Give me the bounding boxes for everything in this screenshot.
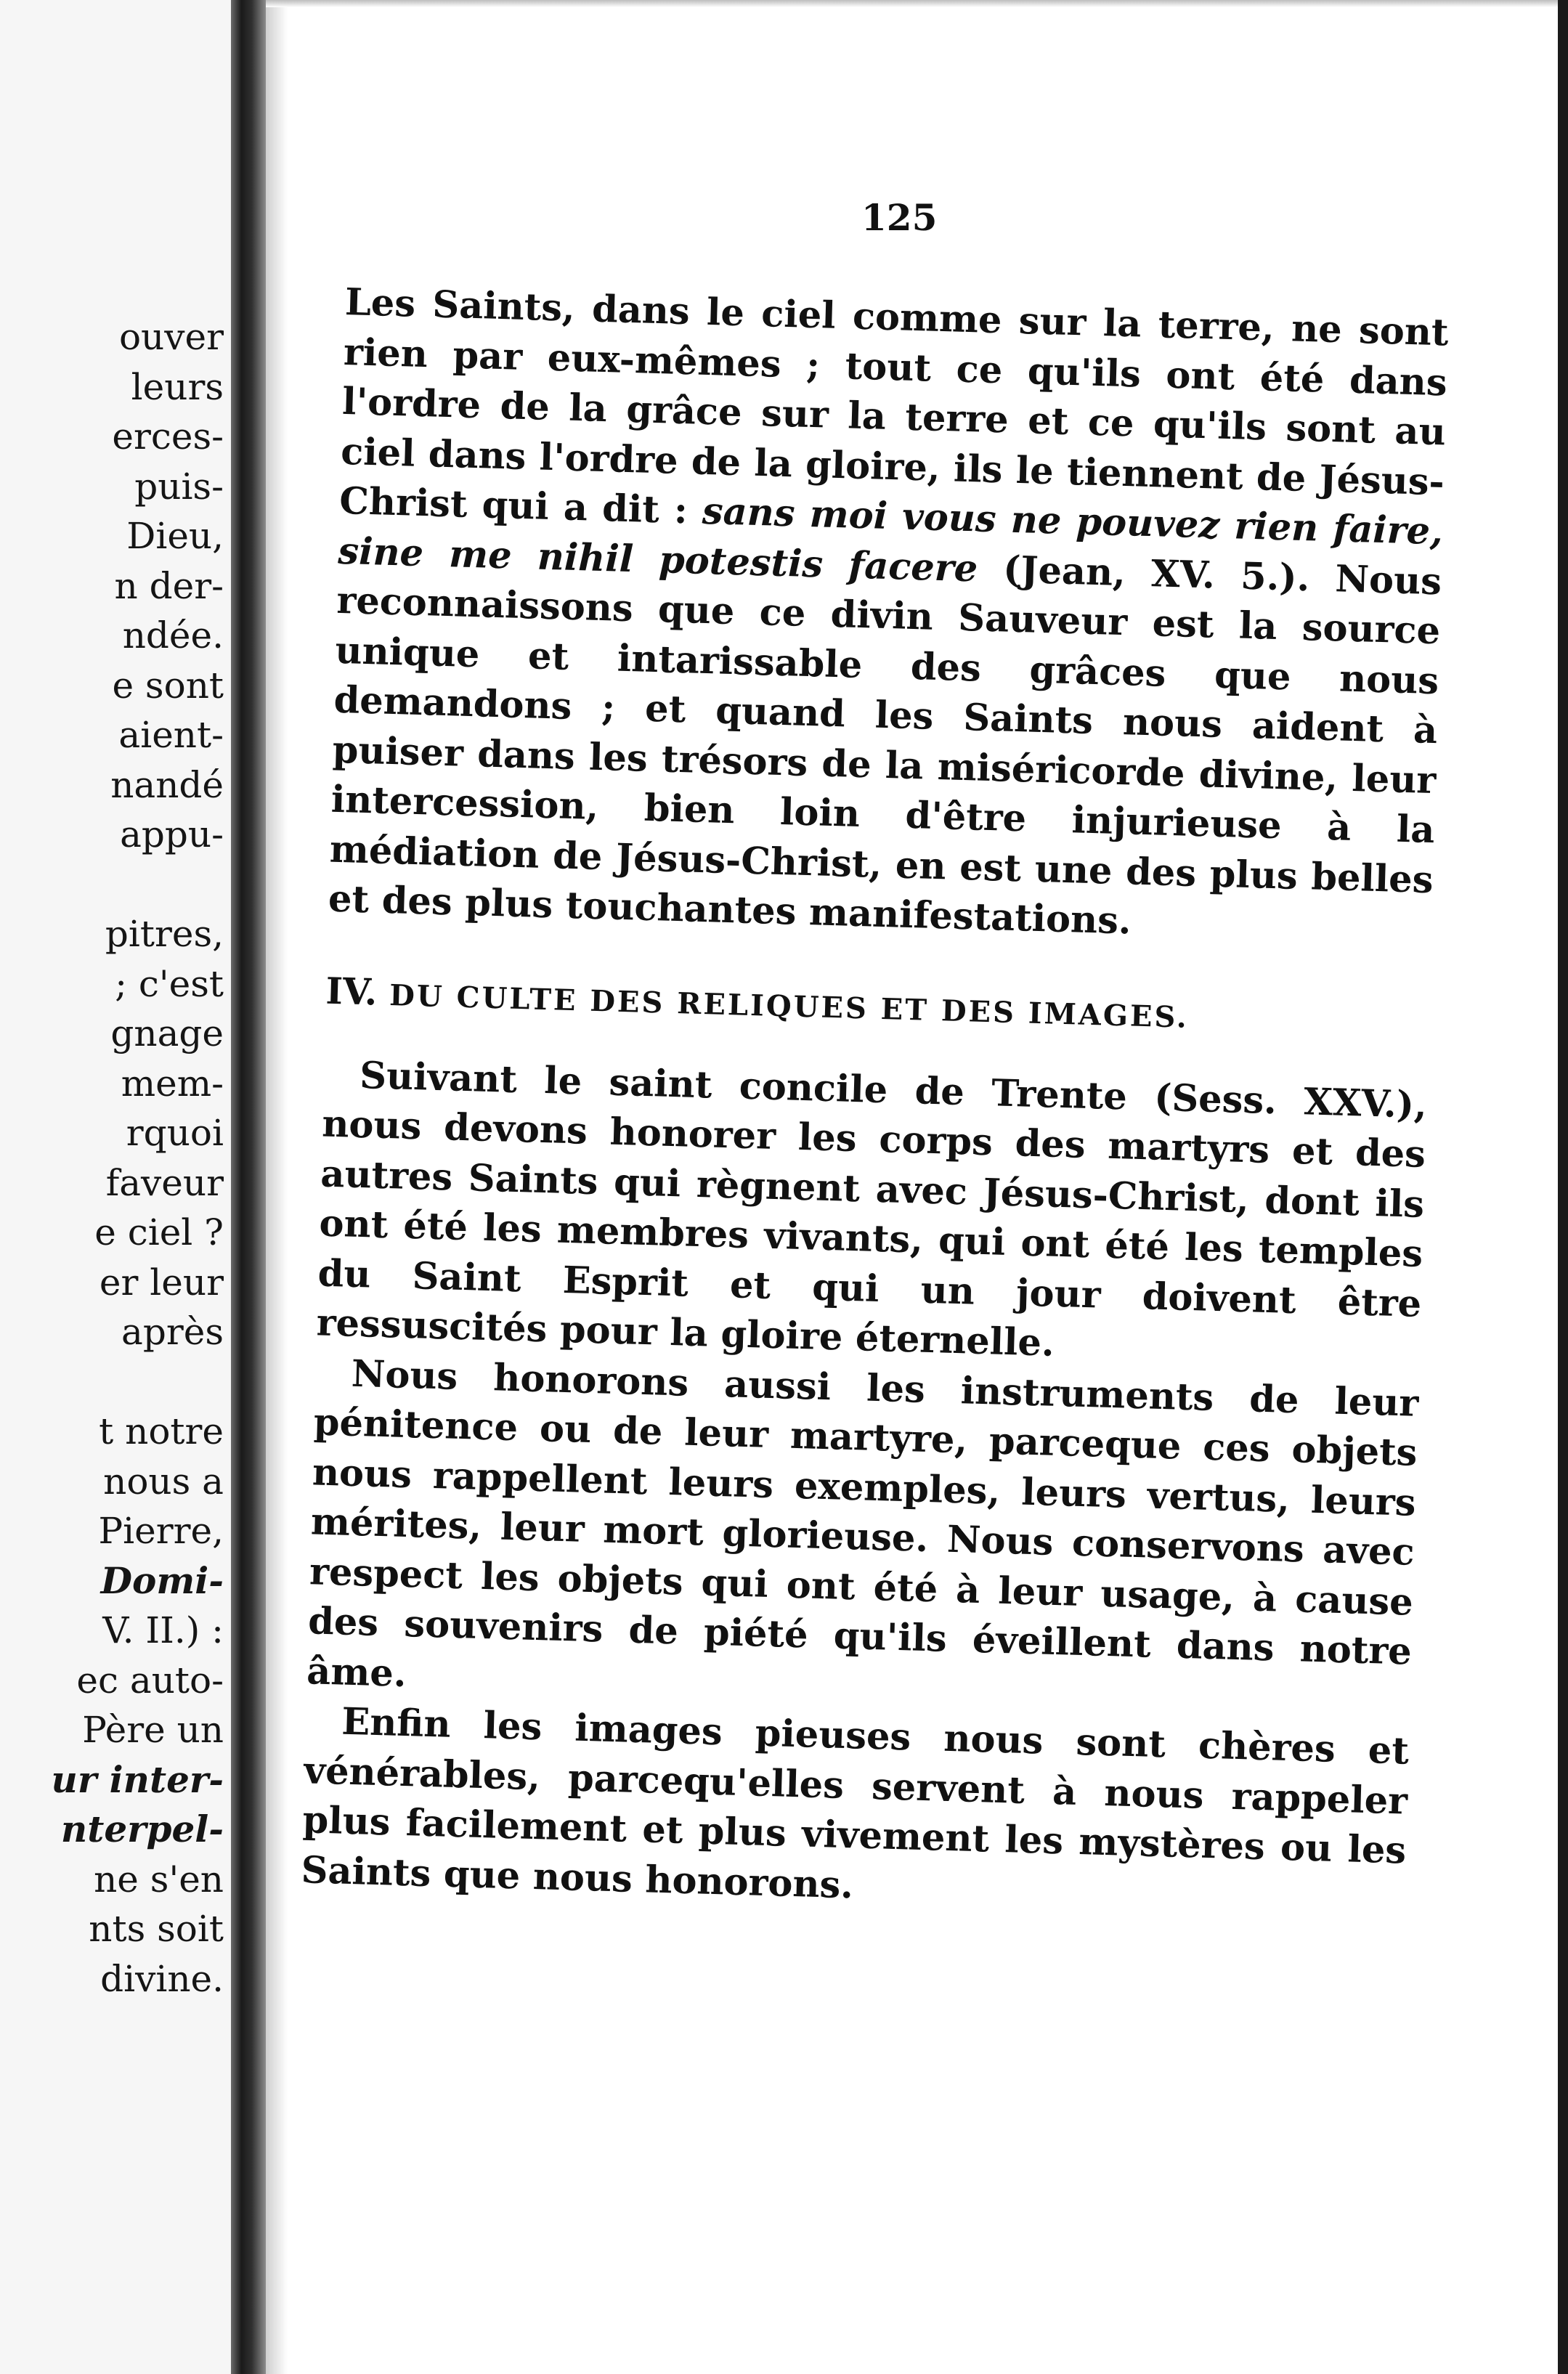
previous-page-line: rquoi [126,1112,224,1154]
current-page [288,0,1558,2374]
previous-page-line: pitres, [105,913,224,955]
previous-page-line: n der- [114,564,224,607]
previous-page [0,0,231,2374]
previous-page-line: faveur [105,1161,224,1204]
previous-page-line: er leur [99,1261,224,1304]
previous-page-line: ne s'en [94,1858,224,1901]
previous-page-line: Père un [82,1709,224,1751]
previous-page-text [0,312,224,2004]
scripture-quote: sans moi vous ne pouvez rien faire, sine me nihil potestis facere [337,489,1444,590]
previous-page-line: aient- [118,714,224,756]
paragraph-text: (Jean, XV. 5.). Nous reconnaissons que ce divin Sauveur est la source unique et intarissable des grâces que nous demandons ; et quand les Saints nous aident à puiser dans les trésors de la miséricorde divine, leur intercession, bien loin d'être injurieuse à la médiation de Jésus-Christ, en est une des plus belles et des plus touchantes manifestations. [328,546,1442,943]
previous-page-line: ndée. [122,614,224,656]
paragraph-saints-intercession [328,277,1449,955]
section-heading [325,969,1430,1042]
previous-page-line: ouver [118,316,224,358]
previous-page-line: ur inter- [51,1757,224,1801]
paragraph-instruments: Nous honorons aussi les instruments de leur pénitence ou de leur martyre, parceque ces objets nous rappellent leurs exemples, leurs vertus, leurs mérites, leur mort glorieuse. Nous conservons avec respect les objets qui ont été à leur usage, à cause des souvenirs de piété qu'ils éveillent dans notre âme. [306,1351,1420,1696]
previous-page-line: nts soit [89,1908,224,1950]
gutter-shadow [266,0,288,2374]
previous-page-line: gnage [110,1012,224,1054]
previous-page-line: ec auto- [76,1659,224,1702]
section-title: DU CULTE DES RELIQUES ET DES IMAGES. [389,977,1190,1035]
previous-page-line: appu- [120,813,224,855]
section-number: IV. [325,969,378,1014]
previous-page-line: e ciel ? [94,1211,224,1253]
previous-page-line: divine. [100,1957,224,2000]
previous-page-line: leurs [131,365,224,408]
page-number: 125 [861,196,938,239]
previous-page-line: Domi- [100,1558,224,1602]
page-body [301,277,1450,1926]
previous-page-line: Dieu, [126,515,224,557]
previous-page-line: nous a [103,1460,224,1503]
previous-page-line: mem- [121,1062,224,1105]
previous-page-line: Pierre, [98,1510,224,1552]
paragraph-images: Enfin les images pieuses nous sont chères et vénérables, parcequ'elles servent à nous rappeler plus facilement et plus vivement les mystères ou les Saints que nous honorons. [300,1699,1410,1907]
page-right-edge [1558,0,1568,2374]
previous-page-line: puis- [134,465,224,508]
previous-page-line: ; c'est [115,962,224,1005]
previous-page-line: erces- [112,415,224,458]
previous-page-line: V. II.) : [102,1609,224,1651]
paragraph-text: Les Saints, dans le ciel comme sur la terre, ne sont rien par eux-mêmes ; tout ce qu'ils ont été dans l'ordre de la grâce sur la terre et ce qu'ils sont au ciel dans l'ordre de la gloire, ils le tiennent de Jésus-Christ qui a dit : [338,280,1450,533]
previous-page-line: t notre [99,1410,224,1452]
previous-page-line: après [121,1311,224,1353]
paragraph-council-of-trent: Suivant le saint concile de Trente (Sess. XXV.), nous devons honorer les corps des martyrs et des autres Saints qui règnent avec Jésus-Christ, dont ils ont été les membres vivants, qui ont été les temples du Saint Esprit et qui un jour doivent être ressuscités pour la gloire éternelle. [315,1053,1428,1365]
previous-page-line: nterpel- [60,1808,224,1850]
book-gutter [231,0,266,2374]
previous-page-line [0,860,224,910]
previous-page-line: e sont [112,664,224,707]
previous-page-line [0,1357,224,1407]
previous-page-line: nandé [110,763,224,806]
